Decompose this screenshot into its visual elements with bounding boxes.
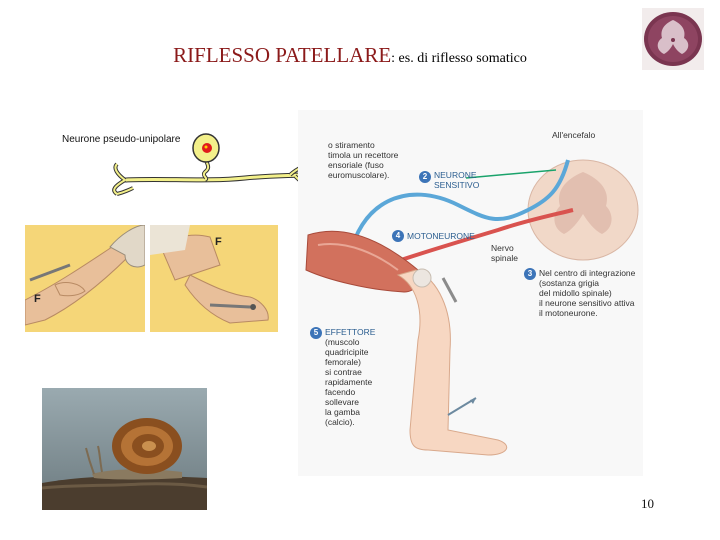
step5-badge: 5	[310, 327, 322, 339]
page-number: 10	[641, 496, 654, 511]
spinal-nerve-line1: Nervo	[491, 243, 514, 253]
neuron-label: Neurone pseudo-unipolare	[62, 134, 181, 145]
patellar-reflex-diagram	[298, 110, 643, 476]
step3-text	[539, 268, 635, 318]
step4-badge: 4	[392, 230, 404, 242]
snail-photo	[42, 388, 207, 510]
step3-line3: del midollo spinale)	[539, 288, 612, 298]
knee-reflex-illustration-right	[150, 225, 278, 332]
knee-reflex-photo-left	[25, 225, 145, 332]
step2-line2: SENSITIVO	[434, 180, 480, 190]
step1-line1: o stiramento	[328, 140, 375, 150]
step1-line4: euromuscolare).	[328, 170, 390, 180]
step2-line1: NEURONE	[434, 170, 477, 180]
step5-line10: (calcio).	[325, 417, 355, 427]
to-brain-label: All'encefalo	[552, 130, 596, 140]
knee-reflex-illustration-left	[25, 225, 145, 332]
photo-left-label: F	[34, 293, 41, 305]
step3-line5: il motoneurone.	[539, 308, 598, 318]
step5-line4: femorale)	[325, 357, 361, 367]
title-subtitle: : es. di riflesso somatico	[391, 51, 527, 66]
step3-line1: Nel centro di integrazione	[539, 268, 636, 278]
snail-illustration	[42, 388, 207, 510]
step5-line2: (muscolo	[325, 337, 360, 347]
step5-text	[325, 327, 375, 427]
step5-line5: si contrae	[325, 367, 362, 377]
step3-badge: 3	[524, 268, 536, 280]
step1-line2: timola un recettore	[328, 150, 399, 160]
step3-line4: il neurone sensitivo attiva	[539, 298, 635, 308]
knee-reflex-photo-right	[150, 225, 278, 332]
photo-right-label: F	[215, 236, 222, 248]
slide-title	[60, 43, 640, 68]
step5-line9: la gamba	[325, 407, 360, 417]
spinal-cord-section-image	[642, 8, 704, 70]
step5-line7: facendo	[325, 387, 356, 397]
title-main: RIFLESSO PATELLARE	[173, 43, 392, 67]
step1-line3: ensoriale (fuso	[328, 160, 384, 170]
step4-text: MOTONEURONE	[407, 231, 475, 241]
step2-badge: 2	[419, 171, 431, 183]
step1-text	[328, 140, 398, 180]
step5-line1: EFFETTORE	[325, 327, 376, 337]
step5-line8: sollevare	[325, 397, 360, 407]
step5-line6: rapidamente	[325, 377, 373, 387]
step3-line2: (sostanza grigia	[539, 278, 600, 288]
step2-text	[434, 170, 479, 190]
spinal-nerve-line2: spinale	[491, 253, 518, 263]
step5-line3: quadricipite	[325, 347, 369, 357]
spinal-nerve-label	[491, 243, 518, 263]
